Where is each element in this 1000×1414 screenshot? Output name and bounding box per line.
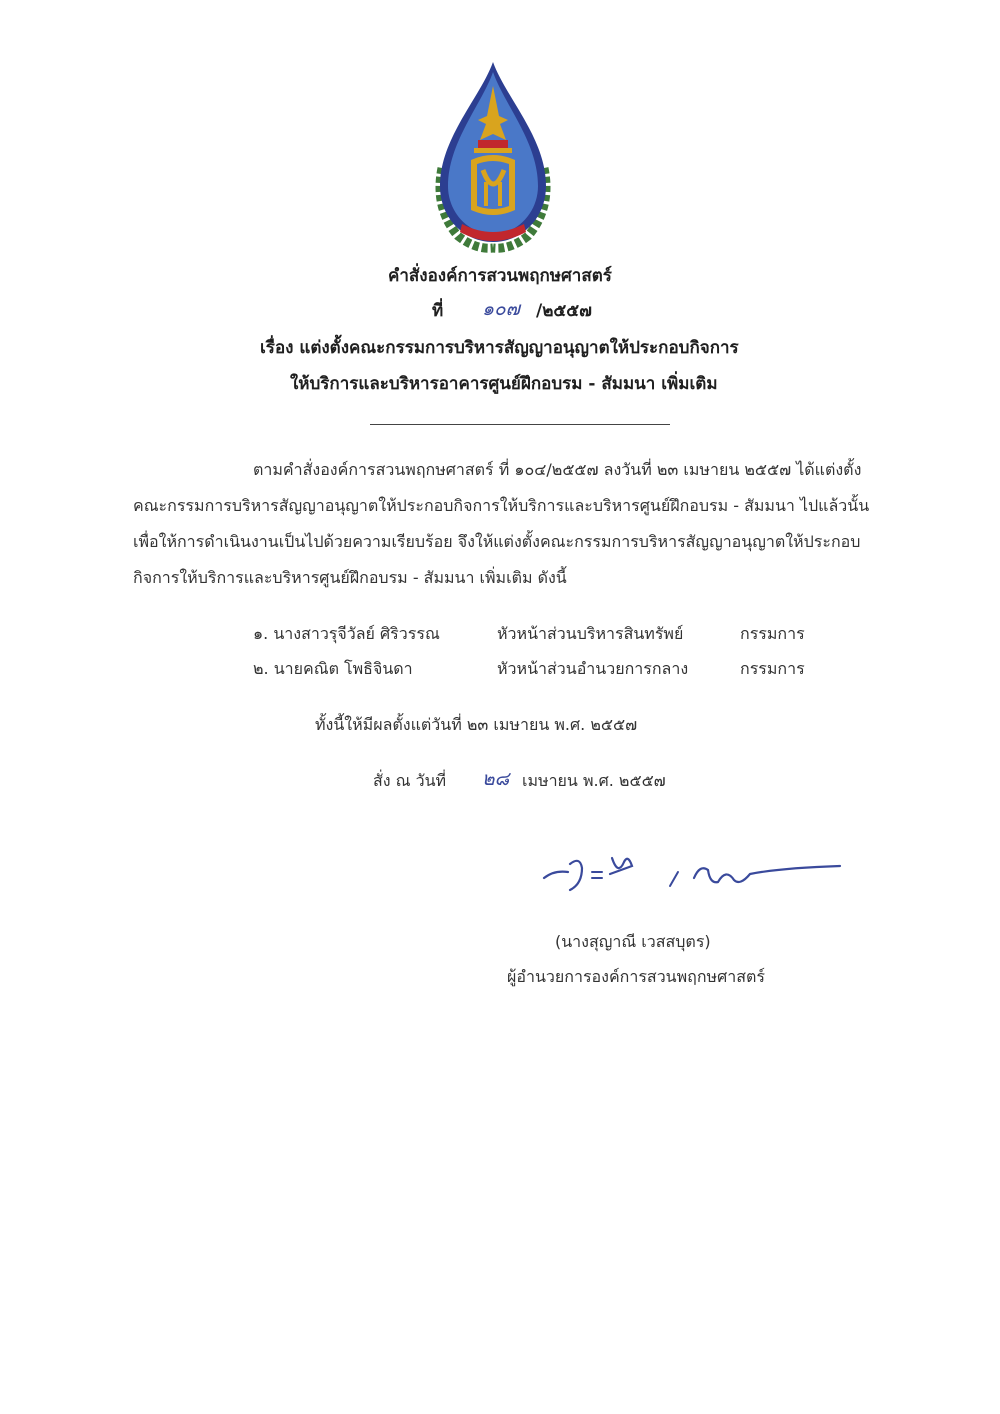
member-2-position: หัวหน้าส่วนอำนวยการกลาง: [497, 659, 689, 678]
member-1-name: ๑. นางสาวรุจีวัลย์ ศิริวรรณ: [253, 624, 440, 643]
signer-name: (นางสุญาณี เวสสบุตร): [555, 932, 711, 951]
ordered-day-handwritten: ๒๘: [482, 768, 510, 790]
member-1-position: หัวหน้าส่วนบริหารสินทรัพย์: [497, 624, 684, 643]
body-line-2: คณะกรรมการบริหารสัญญาอนุญาตให้ประกอบกิจการให้บริการและบริหารศูนย์ฝึกอบรม - สัมมนา ไปแล้วนั้น: [133, 496, 870, 515]
organization-seal: [428, 58, 558, 254]
subject-line-1: เรื่อง แต่งตั้งคณะกรรมการบริหารสัญญาอนุญาตให้ประกอบกิจการ: [260, 338, 739, 358]
header-divider: [370, 424, 670, 425]
member-2-role: กรรมการ: [740, 659, 805, 678]
order-title: คำสั่งองค์การสวนพฤกษศาสตร์: [388, 266, 612, 286]
member-1-role: กรรมการ: [740, 624, 805, 643]
body-line-4: กิจการให้บริการและบริหารศูนย์ฝึกอบรม - สัมมนา เพิ่มเติม ดังนี้: [133, 568, 567, 587]
order-number-handwritten: ๑๐๗: [482, 298, 520, 320]
effective-date: ทั้งนี้ให้มีผลตั้งแต่วันที่ ๒๓ เมษายน พ.ศ. ๒๕๕๗: [315, 715, 638, 734]
ordered-prefix: สั่ง ณ วันที่: [373, 771, 447, 790]
order-number-year: /๒๕๕๗: [536, 301, 592, 321]
order-number-label: ที่: [432, 301, 444, 321]
signature: [540, 846, 850, 896]
subject-line-2: ให้บริการและบริหารอาคารศูนย์ฝึกอบรม - สัมมนา เพิ่มเติม: [290, 374, 718, 394]
member-2-name: ๒. นายคณิต โพธิจินดา: [253, 659, 413, 678]
body-line-1: ตามคำสั่งองค์การสวนพฤกษศาสตร์ ที่ ๑๐๔/๒๕๕๗ ลงวันที่ ๒๓ เมษายน ๒๕๕๗ ได้แต่งตั้ง: [253, 460, 862, 479]
body-line-3: เพื่อให้การดำเนินงานเป็นไปด้วยความเรียบร้อย จึงให้แต่งตั้งคณะกรรมการบริหารสัญญาอนุญาตให้ประกอบ: [133, 532, 861, 551]
seal-icon: [428, 58, 558, 254]
signer-title: ผู้อำนวยการองค์การสวนพฤกษศาสตร์: [507, 967, 765, 986]
ordered-suffix: เมษายน พ.ศ. ๒๕๕๗: [522, 771, 666, 790]
